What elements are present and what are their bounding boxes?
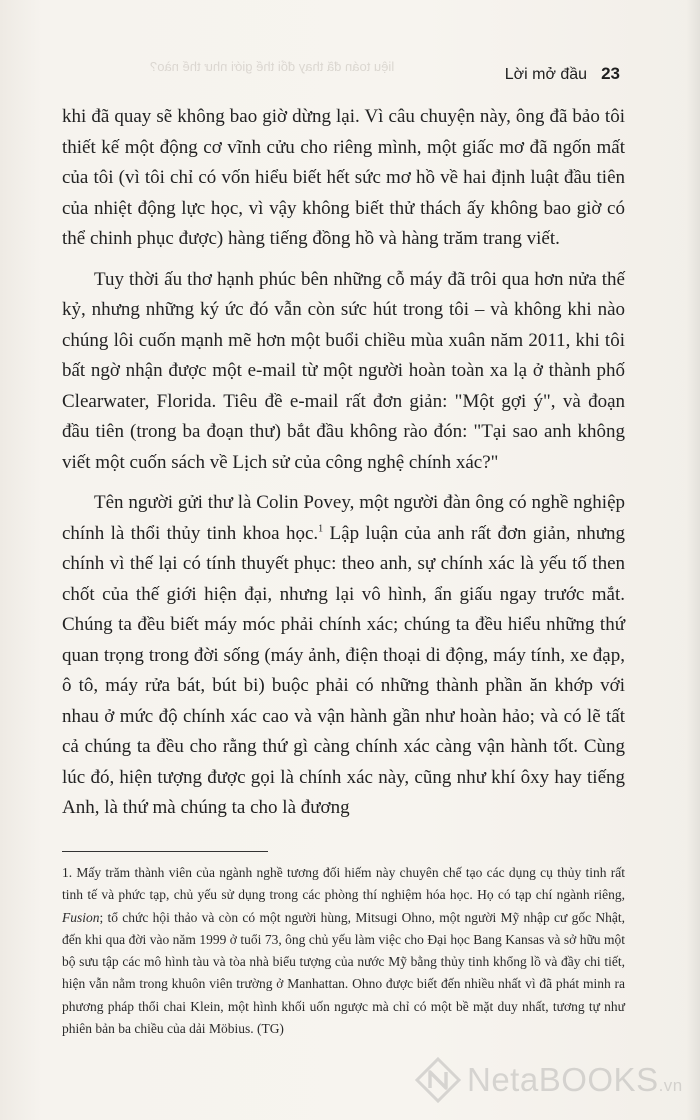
footnote-text-part2: ; tổ chức hội thảo và còn có một người hùng, Mitsugi Ohno, một người Mỹ nhập cư gốc Nhật, đến khi qua đời vào năm 1999 ở tuổi 73, ông chủ yếu làm việc cho Đại học Bang Kansas và sở hữu một bộ sưu tập các mô hình tàu và tòa nhà biểu tượng của nước Mỹ bằng thủy tinh khổng lồ và đầy chi tiết, hiện vẫn nằm trong khuôn viên trường ở Manhattan. Ohno được biết đến nhiều nhất vì đã phát minh ra phương pháp thổi chai Klein, một hình khối uốn ngược mà chỉ có một bề mặt duy nhất, tương tự như phiên bản ba chiều của dải Möbius. (TG) [62, 909, 625, 1037]
footnote-reference[interactable]: 1 [318, 523, 324, 535]
footnote-divider [62, 851, 268, 852]
page-number: 23 [601, 64, 620, 83]
bleed-through-text: liệu toán đã thay đổi thế giới như thế nào? [150, 59, 395, 74]
footnote-text-part1: 1. Mấy trăm thành viên của ngành nghề tương đối hiếm này chuyên chế tạo các dụng cụ thủy tinh rất tinh tế và phức tạp, chủ yếu sử dụng trong các phòng thí nghiệm hóa học. Họ có tạp chí ngành riêng, [62, 865, 625, 903]
paragraph-1: khi đã quay sẽ không bao giờ dừng lại. Vì câu chuyện này, ông đã bảo tôi thiết kế một động cơ vĩnh cửu cho riêng mình, một giấc mơ đã ngốn mất của tôi (vì tôi chỉ có vốn hiểu biết hết sức mơ hồ về hai định luật đầu tiên của nhiệt động lực học, vì vậy không biết thử thách ấy không bao giờ có thể chinh phục được) hàng tiếng đồng hồ và hàng trăm trang viết. [62, 106, 625, 249]
paragraph-3 [62, 488, 625, 824]
chapter-title: Lời mở đầu [504, 66, 588, 83]
watermark [415, 1057, 683, 1103]
netabooks-logo-icon [415, 1057, 461, 1103]
body-text [62, 102, 625, 824]
footnote-1 [62, 862, 625, 1040]
paragraph-3-rest: Lập luận của anh rất đơn giản, nhưng chính vì thế lại có tính thuyết phục: theo anh, sự chính xác là yếu tố then chốt của thế giới hiện đại, nhưng lại vô hình, ẩn giấu ngay trước mắt. Chúng ta đều biết máy móc phải chính xác; chúng ta đều hiểu những thứ quan trọng trong đời sống (máy ảnh, điện thoại di động, máy tính, xe đạp, ô tô, máy rửa bát, bút bi) buộc phải có những thành phần ăn khớp với nhau ở mức độ chính xác cao và vận hành gần như hoàn hảo; và có lẽ tất cả chúng ta đều cho rằng thứ gì càng chính xác càng vận hành tốt. Cùng lúc đó, hiện tượng được gọi là chính xác này, cũng như khí ôxy hay tiếng Anh, là thứ mà chúng ta cho là đương [62, 522, 625, 818]
running-header [505, 64, 620, 84]
page-edge-shadow [686, 0, 700, 1120]
footnote-journal-title: Fusion [62, 909, 100, 925]
watermark-text [467, 1061, 683, 1099]
watermark-suffix: .vn [658, 1076, 683, 1095]
paragraph-2: Tuy thời ấu thơ hạnh phúc bên những cỗ máy đã trôi qua hơn nửa thế kỷ, nhưng những ký ức đó vẫn còn sức hút trong tôi – và không khi nào chúng lôi cuốn mạnh mẽ hơn một buổi chiều mùa xuân năm 2011, khi tôi bất ngờ nhận được một e-mail từ một người hoàn toàn xa lạ ở thành phố Clearwater, Florida. Tiêu đề e-mail rất đơn giản: "Một gợi ý", và đoạn đầu tiên (trong ba đoạn thư) bắt đầu không rào đón: "Tại sao anh không viết một cuốn sách về Lịch sử của công nghệ chính xác?" [62, 268, 625, 473]
watermark-brand: NetaBOOKS [467, 1061, 659, 1098]
paragraph-3-start: Tên người gửi thư là Colin Povey, một người đàn ông có nghề nghiệp chính là thổi thủy tinh khoa học. [62, 492, 625, 544]
